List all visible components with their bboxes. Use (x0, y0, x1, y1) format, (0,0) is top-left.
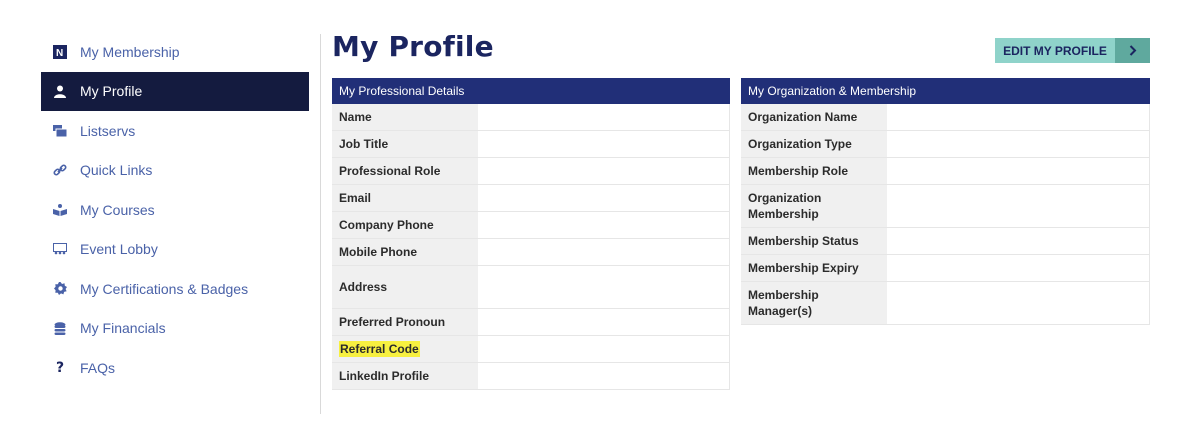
field-label: Mobile Phone (332, 239, 478, 265)
field-label: Preferred Pronoun (332, 309, 478, 335)
sidebar-item-faqs[interactable] (41, 348, 309, 388)
sidebar-nav (41, 32, 309, 388)
professional-details-panel (332, 78, 730, 390)
table-row (332, 104, 730, 131)
field-label: Professional Role (332, 158, 478, 184)
user-icon (53, 84, 67, 98)
table-row (332, 185, 730, 212)
listserv-icon (53, 124, 67, 138)
table-row (741, 158, 1150, 185)
table-row (741, 104, 1150, 131)
field-value (887, 185, 1149, 227)
sidebar-item-label: Quick Links (80, 162, 153, 179)
sidebar-item-my-courses[interactable] (41, 190, 309, 230)
field-value (887, 255, 1149, 281)
field-label: Name (332, 104, 478, 130)
organization-membership-panel (741, 78, 1150, 325)
field-label: Email (332, 185, 478, 211)
table-row (741, 228, 1150, 255)
field-label: Membership Role (741, 158, 887, 184)
organization-membership-header: My Organization & Membership (741, 78, 1150, 104)
table-row (741, 282, 1150, 325)
table-row (332, 309, 730, 336)
table-row (741, 131, 1150, 158)
table-row (332, 239, 730, 266)
field-label: Organization Membership (741, 185, 887, 227)
field-label: Membership Manager(s) (741, 282, 887, 324)
sidebar-divider (320, 34, 321, 414)
sidebar-item-quick-links[interactable] (41, 151, 309, 191)
field-label: Address (332, 266, 478, 308)
sidebar-item-label: Listservs (80, 122, 136, 139)
field-value (887, 228, 1149, 254)
sidebar-item-event-lobby[interactable] (41, 230, 309, 270)
field-value (478, 266, 729, 308)
field-value (478, 239, 729, 265)
sidebar-item-my-profile[interactable] (41, 72, 309, 112)
sidebar-item-label: My Courses (80, 201, 155, 218)
sidebar-item-certifications[interactable] (41, 269, 309, 309)
field-label: Organization Name (741, 104, 887, 130)
sidebar-item-label: My Profile (80, 83, 143, 100)
edit-profile-label: EDIT MY PROFILE (995, 38, 1115, 63)
table-row (332, 212, 730, 239)
table-row (332, 266, 730, 309)
svg-text:N: N (56, 47, 64, 59)
table-row (332, 131, 730, 158)
chevron-right-icon (1115, 38, 1150, 63)
badge-icon (53, 282, 67, 296)
sidebar-item-my-financials[interactable] (41, 309, 309, 349)
referral-code-label: Referral Code (340, 342, 419, 356)
coins-icon (53, 321, 67, 335)
field-label: Membership Expiry (741, 255, 887, 281)
field-value (887, 282, 1149, 324)
professional-details-header: My Professional Details (332, 78, 730, 104)
edit-profile-button[interactable] (995, 38, 1150, 63)
field-value (478, 212, 729, 238)
field-value (478, 185, 729, 211)
field-value (887, 104, 1149, 130)
link-icon (53, 163, 67, 177)
field-value (478, 336, 729, 362)
table-row (332, 158, 730, 185)
field-label: Membership Status (741, 228, 887, 254)
question-icon: ? (55, 359, 65, 376)
field-label: Organization Type (741, 131, 887, 157)
table-row (741, 255, 1150, 282)
n-logo-icon (53, 45, 67, 59)
table-row (332, 363, 730, 390)
field-value (887, 131, 1149, 157)
sidebar-item-label: My Financials (80, 320, 166, 337)
table-row (741, 185, 1150, 228)
sidebar-item-label: My Membership (80, 43, 180, 60)
field-value (478, 363, 729, 389)
field-label: Job Title (332, 131, 478, 157)
event-lobby-icon (53, 242, 67, 256)
sidebar-item-label: FAQs (80, 359, 116, 376)
field-value (478, 104, 729, 130)
table-row (332, 336, 730, 363)
field-label: LinkedIn Profile (332, 363, 478, 389)
sidebar-item-my-membership[interactable] (41, 32, 309, 72)
referral-code-cell (332, 336, 478, 362)
field-value (478, 309, 729, 335)
page-title: My Profile (332, 30, 494, 63)
field-value (478, 158, 729, 184)
field-value (887, 158, 1149, 184)
field-label: Company Phone (332, 212, 478, 238)
sidebar-item-label: My Certifications & Badges (80, 280, 249, 297)
sidebar-item-listservs[interactable] (41, 111, 309, 151)
courses-icon (53, 203, 67, 217)
sidebar-item-label: Event Lobby (80, 241, 158, 258)
field-value (478, 131, 729, 157)
